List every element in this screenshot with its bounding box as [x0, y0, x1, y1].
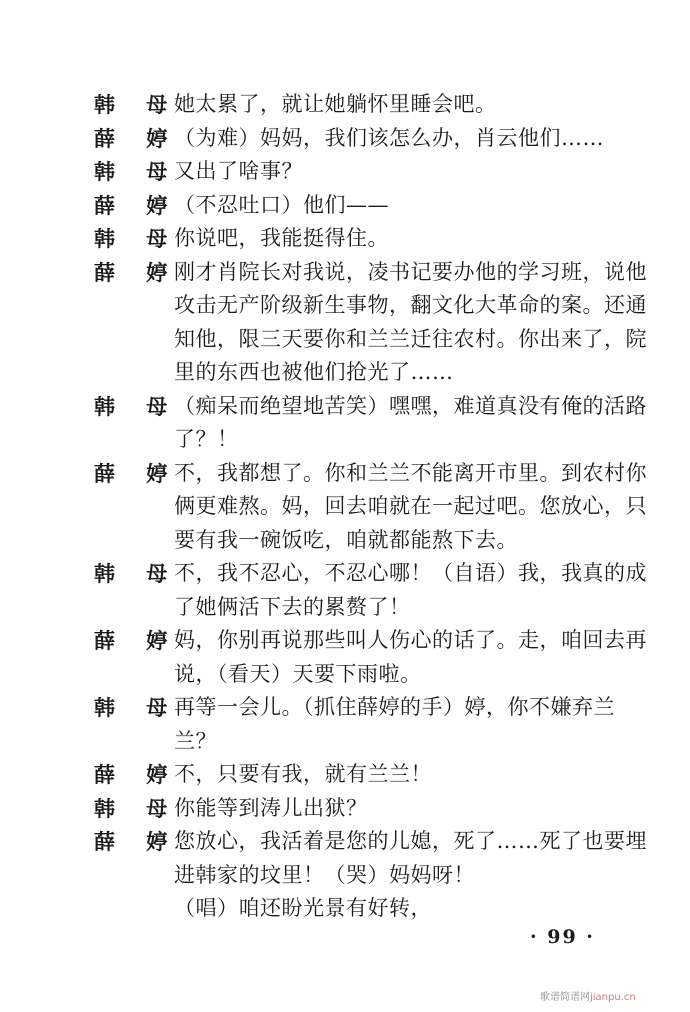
dialogue-text: （痴呆而绝望地苦笑）嘿嘿，难道真没有俺的活路 — [174, 393, 647, 418]
dialogue-text: 妈，你别再说那些叫人伤心的话了。走，咱回去再 — [174, 628, 647, 652]
dialogue-line — [94, 557, 654, 591]
dialogue-text: 知他，限三天要你和兰兰迁往农村。你出来了，院 — [174, 326, 647, 351]
dialogue-text: （不忍吐口）他们—— — [174, 192, 389, 217]
dialogue-line — [94, 155, 654, 189]
dialogue-text: 你说吧，我能挺得住。 — [174, 226, 389, 250]
dialogue-text: 了？！ — [174, 427, 239, 451]
speaker-name: 韩 母 — [94, 561, 180, 586]
dialogue-line — [94, 390, 654, 424]
dialogue-continuation — [94, 423, 654, 457]
page-number: · 99 · — [530, 926, 595, 948]
script-body — [94, 88, 654, 926]
dialogue-text: 要有我一碗饭吃，咱就都能熬下去。 — [174, 527, 518, 552]
dialogue-text: 她太累了，就让她躺怀里睡会吧。 — [174, 92, 497, 116]
dialogue-text: 不，我都想了。你和兰兰不能离开市里。到农村你 — [174, 460, 647, 485]
dialogue-text: 里的东西也被他们抢光了…… — [174, 360, 454, 384]
dialogue-text: 攻击无产阶级新生事物，翻文化大革命的案。还通 — [174, 293, 647, 317]
dialogue-text: 不，我不忍心，不忍心哪！（自语）我，我真的成 — [174, 561, 647, 585]
speaker-name: 韩 母 — [94, 159, 180, 184]
dialogue-line — [94, 792, 654, 826]
dialogue-text: 进韩家的坟里！（哭）妈妈呀！ — [174, 862, 475, 887]
dialogue-line — [94, 457, 654, 491]
dialogue-text: 您放心，我活着是您的儿媳，死了……死了也要埋 — [174, 829, 647, 853]
dialogue-continuation — [94, 490, 654, 524]
dialogue-line — [94, 691, 654, 758]
watermark-url: jianpu.cn — [590, 992, 636, 1003]
dialogue-continuation — [94, 591, 654, 625]
speaker-name: 韩 母 — [94, 226, 180, 251]
speaker-name: 薛 婷 — [94, 192, 180, 218]
speaker-name: 薛 婷 — [94, 125, 180, 151]
dialogue-line — [94, 256, 654, 290]
dialogue-line — [94, 122, 654, 156]
dialogue-continuation — [94, 658, 654, 692]
watermark-site: 歌谱简谱网 — [540, 992, 590, 1003]
dialogue-continuation — [94, 323, 654, 357]
song-text: （唱）咱还盼光景有好转， — [174, 896, 432, 920]
speaker-name: 韩 母 — [94, 393, 180, 419]
dialogue-text: 你能等到涛儿出狱？ — [174, 795, 368, 820]
dialogue-continuation — [94, 289, 654, 323]
dialogue-text: 俩更难熬。妈，回去咱就在一起过吧。您放心，只 — [174, 494, 647, 518]
dialogue-text: 说，（看天）天要下雨啦。 — [174, 661, 422, 686]
dialogue-text: 不，只要有我，就有兰兰！ — [174, 762, 432, 786]
dialogue-text: 刚才肖院长对我说，凌书记要办他的学习班，说他 — [174, 259, 647, 284]
song-line — [94, 892, 654, 926]
dialogue-continuation — [94, 356, 654, 390]
dialogue-text: 了她俩活下去的累赘了！ — [174, 594, 411, 619]
speaker-name: 薛 婷 — [94, 762, 180, 787]
dialogue-text: 再等一会儿。（抓住薛婷的手）婷，你不嫌弃兰兰？ — [174, 695, 615, 753]
dialogue-text: 又出了啥事？ — [174, 159, 303, 183]
dialogue-line — [94, 189, 654, 223]
speaker-name: 薛 婷 — [94, 829, 180, 854]
dialogue-line — [94, 758, 654, 792]
speaker-name: 韩 母 — [94, 695, 180, 720]
dialogue-line — [94, 222, 654, 256]
speaker-name: 薛 婷 — [94, 460, 180, 486]
speaker-name: 韩 母 — [94, 795, 180, 821]
watermark — [540, 988, 636, 1003]
dialogue-line — [94, 624, 654, 658]
dialogue-continuation — [94, 859, 654, 893]
speaker-name: 韩 母 — [94, 92, 180, 117]
dialogue-continuation — [94, 524, 654, 558]
dialogue-line — [94, 825, 654, 859]
dialogue-text: （为难）妈妈，我们该怎么办，肖云他们…… — [174, 125, 604, 150]
speaker-name: 薛 婷 — [94, 259, 180, 285]
dialogue-line — [94, 88, 654, 122]
speaker-name: 薛 婷 — [94, 628, 180, 653]
